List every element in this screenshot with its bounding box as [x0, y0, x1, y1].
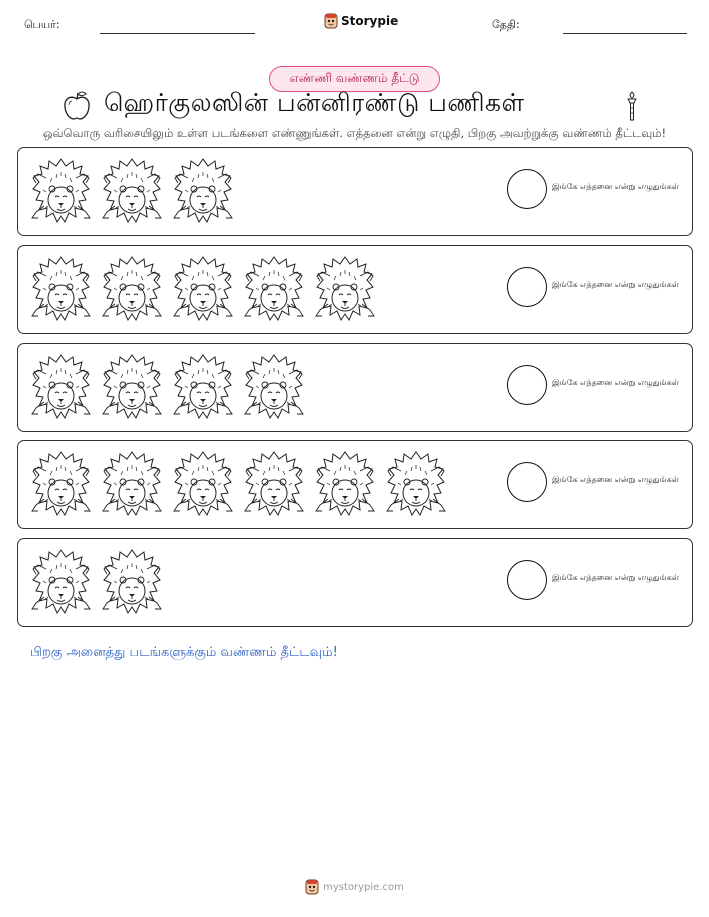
torch-icon: [624, 90, 640, 122]
apple-icon: [62, 90, 92, 122]
name-label: பெயர்:: [24, 18, 60, 31]
lion-skin-icon: [241, 449, 307, 519]
lion-skin-icon: [170, 449, 236, 519]
answer-hint: இங்கே எத்தனை என்று எழுதுங்கள்: [552, 475, 679, 484]
lion-group: [28, 156, 236, 226]
page-title: ஹெர்குலஸின் பன்னிரண்டு பணிகள்: [104, 88, 525, 117]
lion-skin-icon: [99, 352, 165, 422]
counting-row: [17, 245, 693, 334]
lion-skin-icon: [28, 352, 94, 422]
lion-skin-icon: [312, 254, 378, 324]
lion-skin-icon: [170, 254, 236, 324]
lion-group: [28, 352, 307, 422]
lion-skin-icon: [28, 449, 94, 519]
answer-circle[interactable]: [507, 560, 547, 600]
answer-hint: இங்கே எத்தனை என்று எழுதுங்கள்: [552, 182, 679, 191]
lion-skin-icon: [383, 449, 449, 519]
footer-note: பிறகு அனைத்து படங்களுக்கும் வண்ணம் தீட்டவும்!: [30, 645, 338, 660]
lion-skin-icon: [312, 449, 378, 519]
counting-row: [17, 343, 693, 432]
lion-skin-icon: [28, 547, 94, 617]
lion-skin-icon: [170, 156, 236, 226]
storypie-mascot-icon: [305, 879, 319, 895]
lion-group: [28, 449, 449, 519]
lion-skin-icon: [241, 352, 307, 422]
answer-hint: இங்கே எத்தனை என்று எழுதுங்கள்: [552, 378, 679, 387]
date-line[interactable]: [563, 33, 687, 34]
answer-circle[interactable]: [507, 169, 547, 209]
answer-hint: இங்கே எத்தனை என்று எழுதுங்கள்: [552, 280, 679, 289]
date-label: தேதி:: [492, 18, 520, 31]
brand-logo: [324, 13, 398, 29]
answer-hint: இங்கே எத்தனை என்று எழுதுங்கள்: [552, 573, 679, 582]
answer-circle[interactable]: [507, 462, 547, 502]
lion-skin-icon: [170, 352, 236, 422]
lion-skin-icon: [99, 156, 165, 226]
brand-name: Storypie: [341, 14, 399, 28]
answer-circle[interactable]: [507, 267, 547, 307]
lion-skin-icon: [28, 254, 94, 324]
footer-brand: [0, 879, 709, 895]
counting-row: [17, 538, 693, 627]
counting-row: [17, 440, 693, 529]
counting-row: [17, 147, 693, 236]
storypie-mascot-icon: [324, 13, 338, 29]
title-row: [0, 88, 709, 124]
lion-skin-icon: [28, 156, 94, 226]
footer-url[interactable]: mystorypie.com: [323, 881, 404, 893]
answer-circle[interactable]: [507, 365, 547, 405]
worksheet-header: [0, 0, 709, 50]
activity-badge: எண்ணி வண்ணம் தீட்டு: [269, 66, 440, 92]
lion-skin-icon: [241, 254, 307, 324]
lion-skin-icon: [99, 254, 165, 324]
lion-skin-icon: [99, 449, 165, 519]
name-line[interactable]: [100, 33, 255, 34]
lion-group: [28, 547, 165, 617]
instructions: ஒவ்வொரு வரிசையிலும் உள்ள படங்களை எண்ணுங்கள். எத்தனை என்று எழுதி, பிறகு அவற்றுக்கு வண்ணம் தீட்டவும்!: [42, 126, 667, 140]
lion-group: [28, 254, 378, 324]
lion-skin-icon: [99, 547, 165, 617]
